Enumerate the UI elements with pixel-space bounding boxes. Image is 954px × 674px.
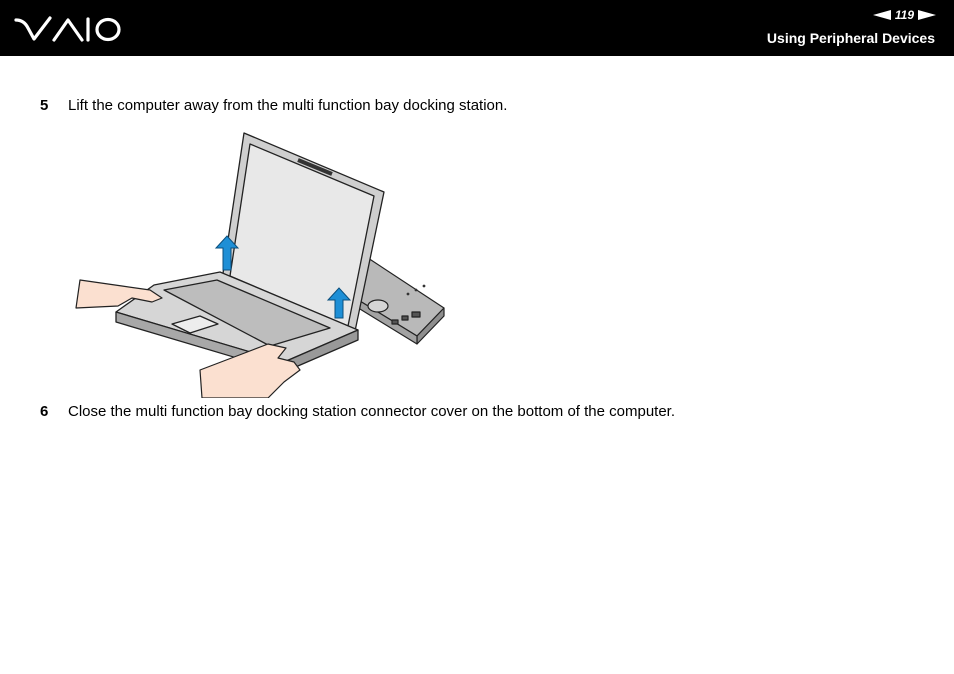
triangle-left-icon[interactable] — [873, 10, 891, 20]
triangle-right-icon[interactable] — [918, 10, 936, 20]
vaio-logo — [14, 14, 122, 44]
section-title: Using Peripheral Devices — [766, 30, 935, 46]
step-number: 5 — [40, 97, 49, 114]
step-6 — [40, 403, 675, 421]
page-navigation — [873, 7, 936, 23]
step-text: Lift the computer away from the multi function bay docking station. — [68, 97, 508, 114]
laptop-undock-illustration — [72, 130, 452, 398]
step-number: 6 — [40, 403, 49, 420]
page-number: 119 — [894, 8, 914, 22]
step-5 — [40, 97, 507, 115]
page-header — [0, 0, 954, 56]
step-text: Close the multi function bay docking station connector cover on the bottom of the computer. — [68, 403, 676, 420]
